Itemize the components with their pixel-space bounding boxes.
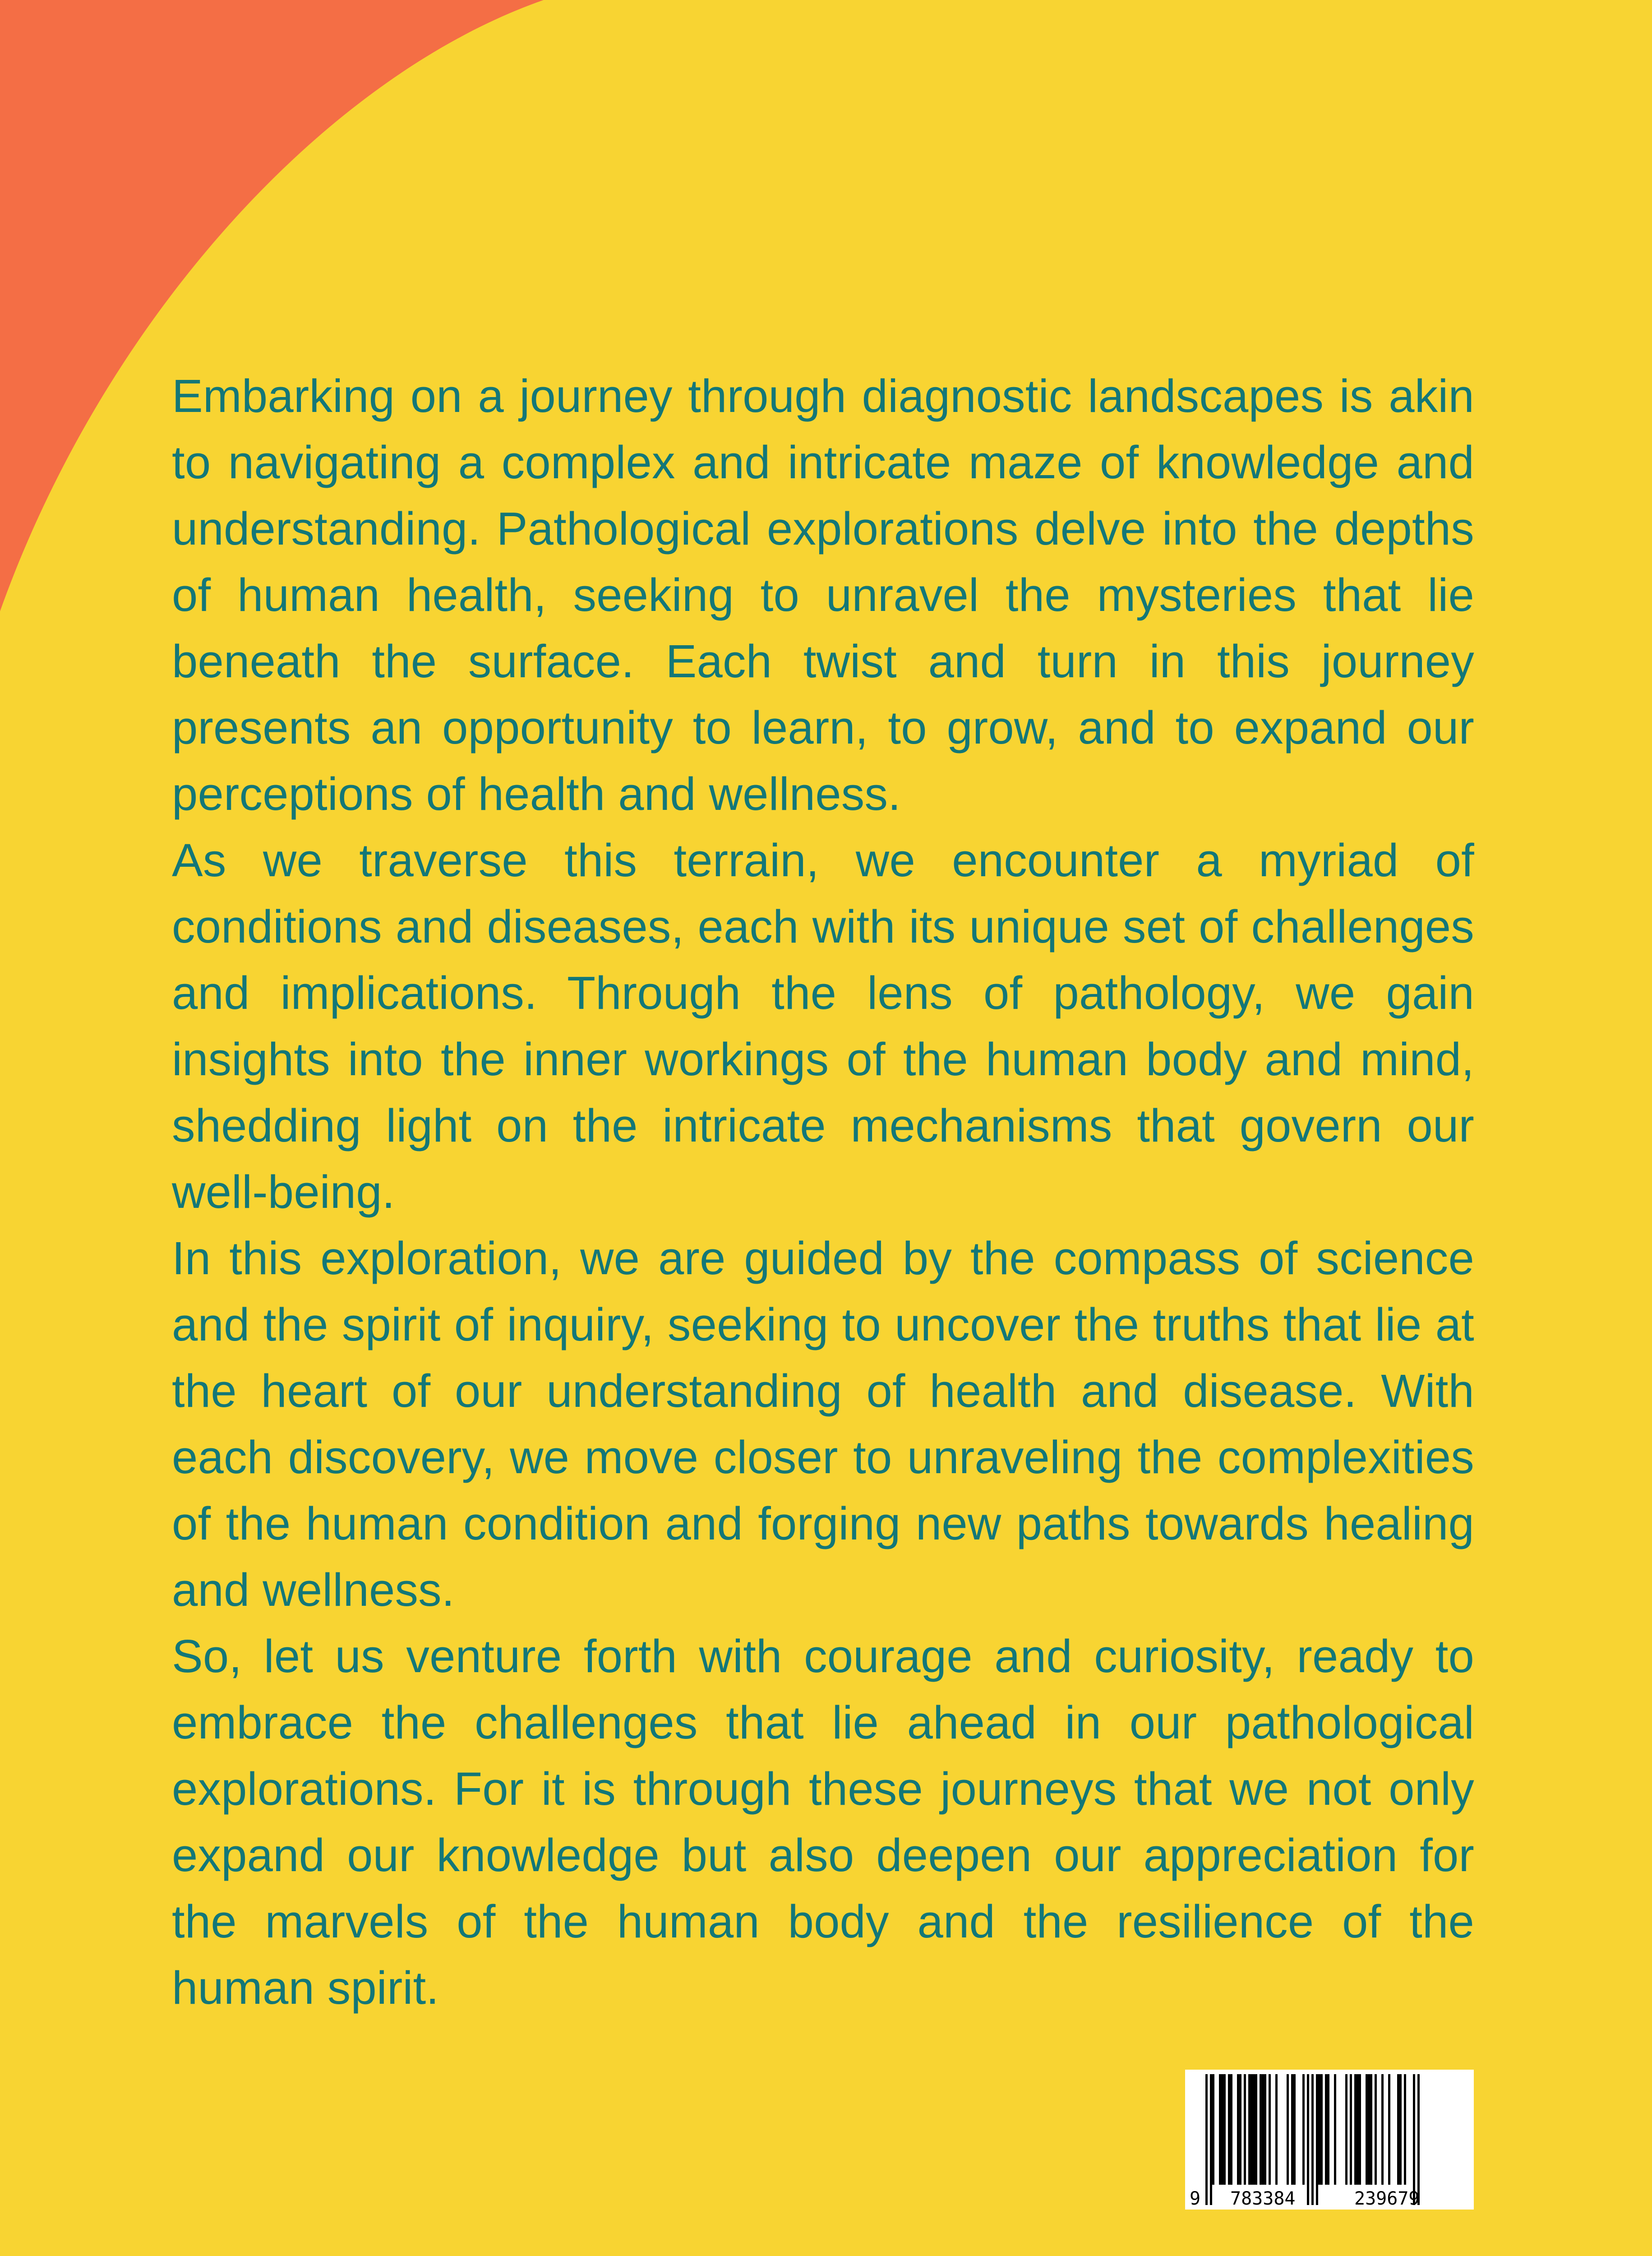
barcode-bar	[1388, 2074, 1390, 2185]
barcode-bar	[1404, 2074, 1406, 2185]
barcode-bar	[1228, 2074, 1232, 2185]
barcode-bar	[1366, 2074, 1372, 2185]
barcode-bar	[1248, 2074, 1257, 2185]
barcode-bar	[1316, 2074, 1318, 2205]
barcode-bar	[1417, 2074, 1420, 2205]
blurb-text	[172, 363, 1474, 2021]
barcode-bar	[1397, 2074, 1402, 2185]
blurb-paragraph-4: So, let us venture forth with courage and curiosity, ready to embrace the challenges that lie ahead in our pathological explorations. For it is through these journeys that we not only expand our knowledge but also deepen our appreciation for the marvels of the human body and the resilience of the human spirit.	[172, 1630, 1474, 2014]
blurb-paragraph-2: As we traverse this terrain, we encounter a myriad of conditions and diseases, each with its unique set of challenges and implications. Through the lens of pathology, we gain insights into the inner workings of the human body and mind, shedding light on the intricate mechanisms that govern our well-being.	[172, 834, 1474, 1218]
barcode-right-digits: 239679	[1354, 2188, 1420, 2209]
barcode-bar	[1212, 2074, 1214, 2185]
barcode-bar	[1345, 2074, 1347, 2185]
barcode-bar	[1311, 2074, 1314, 2205]
barcode-bar	[1210, 2074, 1212, 2205]
barcode-bar	[1381, 2074, 1384, 2185]
barcode-left-digits: 783384	[1230, 2188, 1296, 2209]
barcode-bar	[1318, 2074, 1323, 2185]
barcode-bar	[1260, 2074, 1266, 2185]
barcode-bar	[1307, 2074, 1309, 2205]
blurb-paragraph-3: In this exploration, we are guided by the compass of science and the spirit of inquiry, seeking to uncover the truths that lie at the heart of our understanding of health and disease. With each discovery, we move closer to unraveling the complexities of the human condition and forging new paths towards healing and wellness.	[172, 1232, 1474, 1616]
barcode-bar	[1302, 2074, 1305, 2185]
barcode-bar	[1244, 2074, 1246, 2185]
barcode-bar	[1219, 2074, 1226, 2185]
barcode-bar	[1287, 2074, 1289, 2185]
barcode-bar	[1334, 2074, 1336, 2185]
barcode-bar	[1325, 2074, 1329, 2185]
barcode-prefix-digit: 9	[1190, 2188, 1201, 2209]
barcode-bar	[1237, 2074, 1241, 2185]
barcode-bar	[1350, 2074, 1352, 2185]
barcode-bar	[1291, 2074, 1296, 2185]
isbn-barcode	[1185, 2070, 1474, 2210]
barcode-bar	[1205, 2074, 1208, 2205]
barcode-bar	[1354, 2074, 1361, 2185]
barcode-bar	[1275, 2074, 1278, 2185]
barcode-bar	[1269, 2074, 1271, 2185]
barcode-bar	[1413, 2074, 1415, 2205]
barcode-bar	[1375, 2074, 1377, 2185]
blurb-paragraph-1: Embarking on a journey through diagnostic landscapes is akin to navigating a complex and intricate maze of knowledge and understanding. Pathological explorations delve into the depths of human health, seeking to unravel the mysteries that lie beneath the surface. Each twist and turn in this journey presents an opportunity to learn, to grow, and to expand our perceptions of health and wellness.	[172, 370, 1474, 820]
